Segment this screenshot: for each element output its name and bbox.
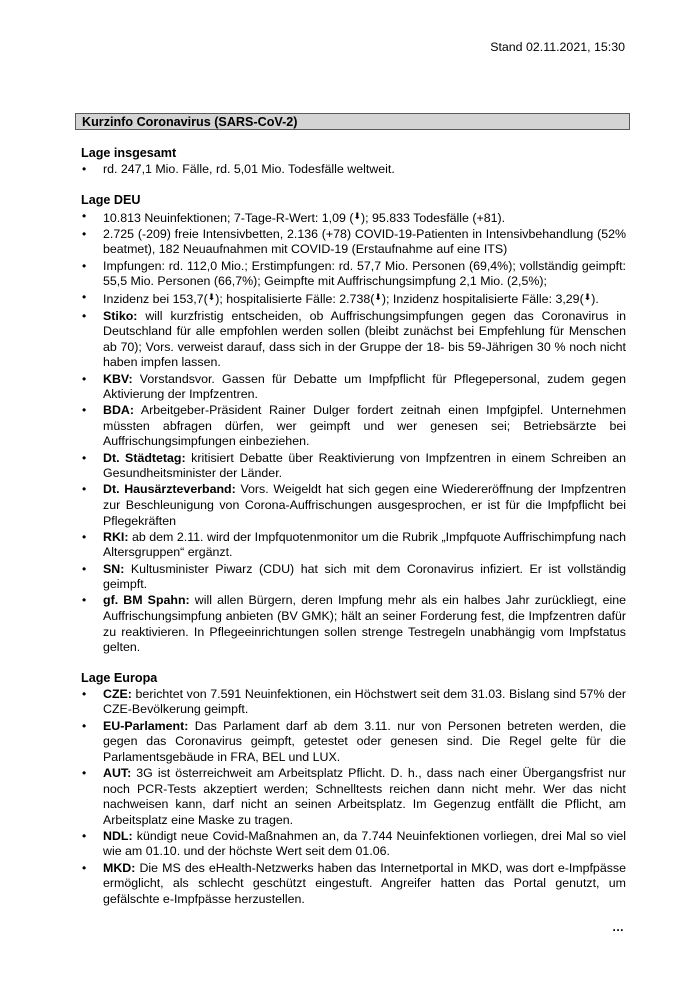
list-item [81, 209, 626, 227]
bullet-list [81, 687, 626, 908]
continuation-marker: ... [612, 920, 624, 934]
item-lead: RKI: [103, 529, 129, 544]
item-text: Vors. Weigeldt hat sich gegen eine Wiedereröffnung der Impfzentren zur Beschleunigung von Corona-Auffrischungen ausgesprochen, er ist für die Impfpflicht bei Pflegekräften [103, 482, 627, 528]
bullet-list [81, 162, 626, 178]
item-lead: AUT: [103, 765, 132, 780]
list-item [81, 687, 626, 718]
section [81, 192, 626, 656]
list-item [81, 530, 626, 561]
list-item [81, 403, 626, 450]
document-content [81, 145, 626, 921]
item-text: will allen Bürgern, deren Impfung mehr als ein halbes Jahr zurückliegt, eine Auffrischungsimpfung anbieten (BV GMK); hält an seiner Forderung fest, die Impfzentren dafür zu reaktivieren. In Pflegeeinrichtungen sollen strenge Testregeln unabhängig vom Impfstatus gelten. [103, 593, 626, 655]
item-text: Impfungen: rd. 112,0 Mio.; Erstimpfungen: rd. 57,7 Mio. Personen (69,4%); vollständig geimpft: 55,5 Mio. Personen (66,7%); Geimpfte mit Auffrischungsimpfung 2,1 Mio. (2,5%); [103, 258, 626, 289]
section-title: Lage insgesamt [81, 146, 177, 160]
section-title: Lage DEU [81, 192, 141, 207]
item-text: rd. 247,1 Mio. Fälle, rd. 5,01 Mio. Todesfälle weltweit. [103, 162, 395, 176]
list-item [81, 829, 626, 860]
item-lead: BDA: [103, 403, 134, 418]
item-lead: CZE: [103, 686, 132, 701]
list-item [81, 372, 626, 403]
item-lead: Dt. Hausärzteverband: [103, 482, 236, 497]
item-lead: Dt. Städtetag: [103, 450, 186, 465]
item-lead: gf. BM Spahn: [103, 593, 190, 608]
item-lead: NDL: [103, 828, 133, 843]
item-text: ); Inzidenz hospitalisierte Fälle: 3,29( [381, 292, 584, 307]
item-text: Die MS des eHealth-Netzwerks haben das Internetportal in MKD, was dort e-Impfpässe ermöglicht, als schlecht geschützt eingestuft. Angreifer hatten das Portal genutzt, um gefälschte e-Impfpässe herzustellen. [103, 860, 626, 906]
item-text: kritisiert Debatte über Reaktivierung von Impfzentren in einem Schreiben an Gesundheitsminister der Länder. [103, 450, 626, 481]
list-item [81, 719, 626, 766]
list-item [81, 861, 626, 908]
item-lead: EU-Parlament: [103, 718, 189, 733]
list-item [81, 562, 626, 593]
item-text: ); hospitalisierte Fälle: 2.738( [215, 292, 375, 307]
item-lead: Stiko: [103, 308, 138, 323]
item-text: Kultusminister Piwarz (CDU) hat sich mit dem Coronavirus infiziert. Er ist vollständig geimpft. [103, 561, 626, 592]
item-text: Vorstandsvor. Gassen für Debatte um Impfpflicht für Pflegepersonal, zudem gegen Aktivierung der Impfzentren. [103, 371, 626, 402]
list-item [81, 162, 626, 178]
list-item [81, 227, 626, 258]
list-item [81, 259, 626, 290]
section-title: Lage Europa [81, 670, 158, 685]
item-text: Inzidenz bei 153,7( [103, 292, 208, 307]
item-text: 10.813 Neuinfektionen; 7-Tage-R-Wert: 1,09 ( [103, 210, 354, 225]
document-title-bar: Kurzinfo Coronavirus (SARS-CoV-2) [75, 113, 630, 130]
item-text: berichtet von 7.591 Neuinfektionen, ein Höchstwert seit dem 31.03. Bislang sind 57% der CZE-Bevölkerung geimpft. [103, 686, 626, 717]
item-text: Das Parlament darf ab dem 3.11. nur von Personen betreten werden, die gegen das Coronavirus geimpft, getestet oder genesen sind. Die Regel gelte für die Parlamentsgebäude in FRA, BEL und LUX. [103, 718, 626, 764]
list-item [81, 451, 626, 482]
list-item [81, 593, 626, 655]
item-lead: KBV: [103, 371, 133, 386]
list-item [81, 482, 626, 529]
section [81, 145, 626, 178]
trend-down-arrow-icon: ⬇ [207, 292, 216, 303]
item-text: ab dem 2.11. wird der Impfquotenmonitor um die Rubrik „Impfquote Auffrischimpfung nach Altersgruppen“ ergänzt. [103, 529, 626, 560]
item-text: 3G ist österreichweit am Arbeitsplatz Pflicht. D. h., dass nach einer Übergangsfrist nur noch PCR-Tests akzeptiert werden; Schnelltests reichen dann nicht mehr. Wer das nicht nachweisen kann, darf nicht an seinen Arbeitsplatz. Im Gegenzug entfällt die Pflicht, am Arbeitsplatz eine Maske zu tragen. [103, 765, 626, 827]
item-text: Arbeitgeber-Präsident Rainer Dulger fordert zeitnah einen Impfgipfel. Unternehmen müssten abfragen dürfen, wer geimpft und wer genesen sei; Betriebsärzte bei Auffrischungsimpfungen einbeziehen. [103, 403, 626, 449]
list-item [81, 290, 626, 308]
trend-down-arrow-icon: ⬇ [374, 292, 382, 303]
item-lead: SN: [103, 561, 125, 576]
section [81, 670, 626, 908]
list-item [81, 766, 626, 828]
trend-down-arrow-icon: ⬇ [583, 292, 592, 303]
item-text: kündigt neue Covid-Maßnahmen an, da 7.744 Neuinfektionen vorliegen, drei Mal so viel wie am 01.10. und der höchste Wert seit dem 01.06. [103, 828, 626, 859]
item-text: ); 95.833 Todesfälle (+81). [361, 210, 506, 225]
item-text: will kurzfristig entscheiden, ob Auffrischungsimpfungen gegen das Coronavirus in Deutschland für alle empfohlen werden sollen (bleibt zunächst bei Empfehlung für Menschen ab 70); Vors. verweist darauf, dass sich in der Gruppe der 18- bis 59-Jährigen 30 % noch nicht haben impfen lassen. [103, 308, 626, 370]
item-text: ). [591, 292, 599, 307]
bullet-list [81, 209, 626, 656]
trend-down-arrow-icon: ⬇ [353, 210, 362, 221]
item-text: 2.725 (-209) freie Intensivbetten, 2.136 (+78) COVID-19-Patienten in Intensivbehandlung (52% beatmet), 182 Neuaufnahmen mit COVID-19 (Erstaufnahme auf eine ITS) [103, 226, 626, 257]
stand-timestamp: Stand 02.11.2021, 15:30 [490, 40, 625, 54]
list-item [81, 309, 626, 371]
item-lead: MKD: [103, 860, 136, 875]
